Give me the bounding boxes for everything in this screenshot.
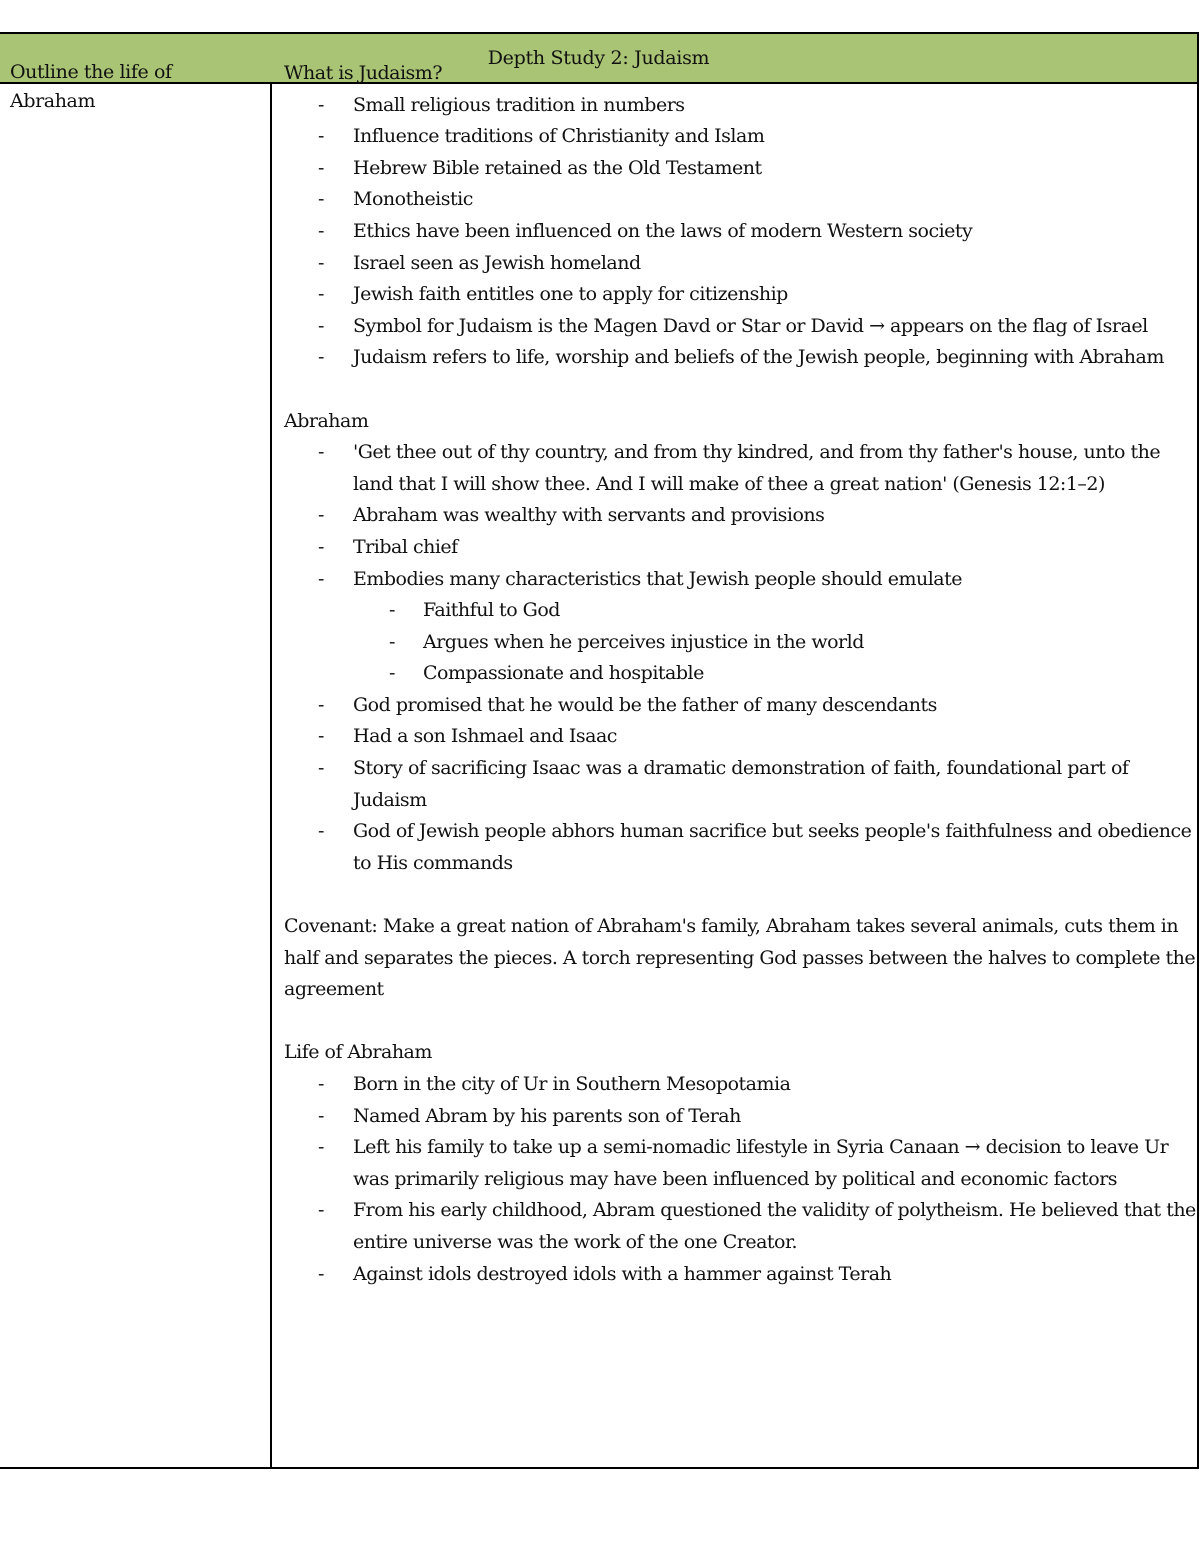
list-item: - Born in the city of Ur in Southern Mesopotamia bbox=[284, 1069, 1196, 1101]
list-item: - Jewish faith entitles one to apply for citizenship bbox=[284, 279, 1196, 311]
dash-marker: - bbox=[318, 535, 324, 558]
section-life-of-abraham bbox=[284, 1037, 1196, 1290]
list-item: - Hebrew Bible retained as the Old Testament bbox=[284, 153, 1196, 185]
dash-marker: - bbox=[389, 599, 395, 622]
sub-list-item: - Faithful to God bbox=[353, 595, 1196, 627]
section-heading: Abraham bbox=[284, 409, 369, 432]
list-item: - Symbol for Judaism is the Magen Davd or Star or David → appears on the flag of Israel bbox=[284, 311, 1196, 343]
list-item: - Small religious tradition in numbers bbox=[284, 90, 1196, 122]
list-item: - Embodies many characteristics that Jewish people should emulate - Faithful to God - Argues when he perceives injustice in the world - Compassionate and hospitable bbox=[284, 564, 1196, 690]
sub-list-item: - Compassionate and hospitable bbox=[353, 658, 1196, 690]
list-item: - Israel seen as Jewish homeland bbox=[284, 248, 1196, 280]
dash-marker: - bbox=[318, 125, 324, 148]
list-item: - God of Jewish people abhors human sacrifice but seeks people's faithfulness and obedience to His commands bbox=[284, 816, 1196, 879]
bullet-list bbox=[284, 437, 1196, 879]
sub-list-item: - Argues when he perceives injustice in the world bbox=[353, 627, 1196, 659]
dash-marker: - bbox=[318, 251, 324, 274]
dash-marker: - bbox=[318, 441, 324, 464]
list-item: - God promised that he would be the father of many descendants bbox=[284, 690, 1196, 722]
dash-marker: - bbox=[318, 1199, 324, 1222]
bullet-list bbox=[284, 1069, 1196, 1290]
covenant-paragraph: Covenant: Make a great nation of Abraham's family, Abraham takes several animals, cuts them in half and separates the pieces. A torch representing God passes between the halves to complete the agreement bbox=[284, 915, 1196, 1001]
section-heading: What is Judaism? bbox=[284, 62, 443, 84]
dash-marker: - bbox=[318, 93, 324, 116]
list-item: - Had a son Ishmael and Isaac bbox=[284, 721, 1196, 753]
list-item: - Story of sacrificing Isaac was a dramatic demonstration of faith, foundational part of Judaism bbox=[284, 753, 1196, 816]
dash-marker: - bbox=[318, 1262, 324, 1285]
notes-cell bbox=[284, 58, 1196, 1290]
dash-marker: - bbox=[318, 693, 324, 716]
list-item: - Influence traditions of Christianity and Islam bbox=[284, 121, 1196, 153]
dash-marker: - bbox=[318, 1104, 324, 1127]
list-item: - Abraham was wealthy with servants and provisions bbox=[284, 500, 1196, 532]
dash-marker: - bbox=[318, 757, 324, 780]
header-title: Depth Study 2: Judaism bbox=[487, 47, 710, 69]
dash-marker: - bbox=[318, 1073, 324, 1095]
dash-marker: - bbox=[318, 156, 324, 179]
dash-marker: - bbox=[318, 219, 324, 242]
section-heading: Life of Abraham bbox=[284, 1041, 432, 1064]
list-item: - Monotheistic bbox=[284, 184, 1196, 216]
column-divider bbox=[270, 82, 272, 1467]
dash-marker: - bbox=[389, 662, 395, 685]
section-covenant bbox=[284, 911, 1196, 1006]
dash-marker: - bbox=[318, 283, 324, 306]
dash-marker: - bbox=[318, 1136, 324, 1159]
dash-marker: - bbox=[318, 504, 324, 527]
list-item: - Tribal chief bbox=[284, 532, 1196, 564]
section-abraham bbox=[284, 406, 1196, 880]
section-what-is-judaism bbox=[284, 58, 1196, 374]
dash-marker: - bbox=[318, 725, 324, 748]
list-item: - Judaism refers to life, worship and beliefs of the Jewish people, beginning with Abraham bbox=[284, 342, 1196, 374]
list-item: - Against idols destroyed idols with a hammer against Terah bbox=[284, 1259, 1196, 1291]
dash-marker: - bbox=[318, 820, 324, 843]
dash-marker: - bbox=[318, 188, 324, 211]
question-cell bbox=[10, 58, 250, 116]
question-text: Outline the life of Abraham bbox=[10, 61, 172, 112]
bullet-list bbox=[284, 90, 1196, 374]
dash-marker: - bbox=[389, 630, 395, 653]
dash-marker: - bbox=[318, 314, 324, 337]
list-item: - Ethics have been influenced on the laws of modern Western society bbox=[284, 216, 1196, 248]
list-item: - Named Abram by his parents son of Terah bbox=[284, 1101, 1196, 1133]
list-item: - 'Get thee out of thy country, and from thy kindred, and from thy father's house, unto the land that I will show thee. And I will make of thee a great nation' (Genesis 12:1–2) bbox=[284, 437, 1196, 500]
list-item: - Left his family to take up a semi-nomadic lifestyle in Syria Canaan → decision to leave Ur was primarily religious may have been influenced by political and economic factors bbox=[284, 1132, 1196, 1195]
dash-marker: - bbox=[318, 567, 324, 590]
sub-bullet-list bbox=[353, 595, 1196, 690]
dash-marker: - bbox=[318, 346, 324, 369]
list-item: - From his early childhood, Abram questioned the validity of polytheism. He believed that the entire universe was the work of the one Creator. bbox=[284, 1195, 1196, 1258]
